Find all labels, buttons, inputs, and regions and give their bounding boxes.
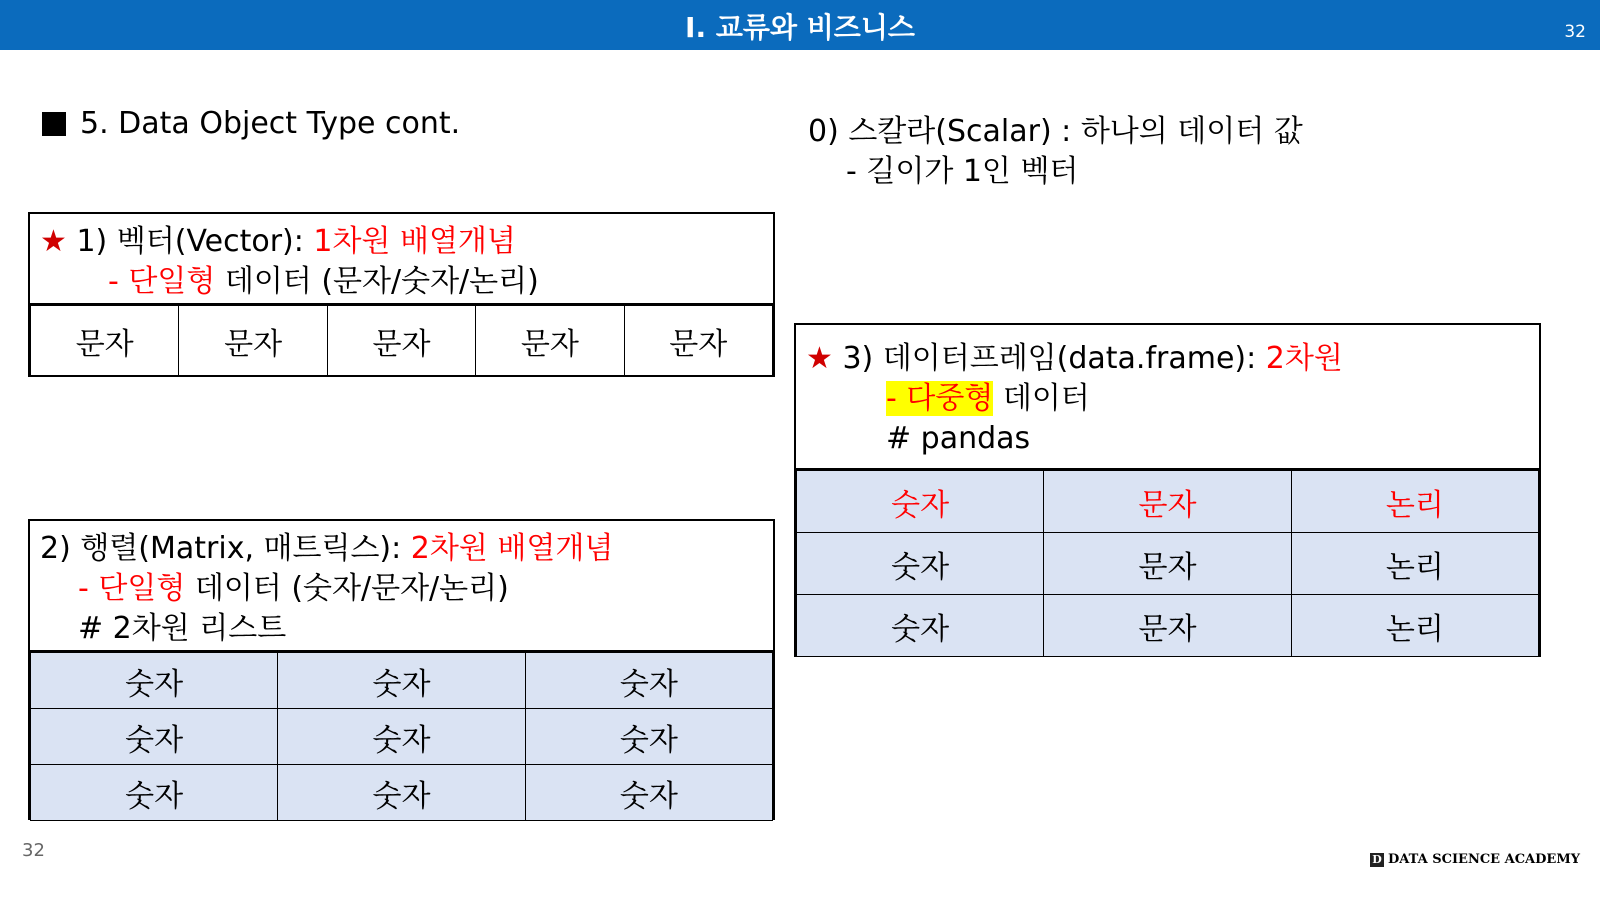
- section-title: [42, 106, 460, 141]
- scalar-description: [808, 112, 1303, 192]
- matrix-cell: 숫자: [31, 709, 278, 765]
- matrix-type-desc: 데이터 (숫자/문자/논리): [185, 571, 509, 606]
- dataframe-label: 3) 데이터프레임(data.frame):: [842, 341, 1266, 376]
- matrix-label: 2) 행렬(Matrix, 매트릭스):: [40, 531, 411, 566]
- matrix-box: [28, 519, 775, 820]
- table-row: [31, 653, 773, 709]
- matrix-cell: 숫자: [31, 765, 278, 821]
- dataframe-emphasis: 2차원: [1265, 341, 1343, 376]
- dataframe-cell: 논리: [1291, 595, 1538, 657]
- header-bar: [0, 0, 1600, 50]
- logo-mark-icon: D: [1370, 853, 1384, 867]
- logo-text: DATA SCIENCE ACADEMY: [1388, 852, 1580, 867]
- dataframe-cell: 문자: [1044, 533, 1291, 595]
- vector-cell: 문자: [327, 306, 475, 376]
- footer-page-number: 32: [22, 840, 45, 861]
- star-icon: ★: [806, 341, 833, 376]
- dataframe-cell: 숫자: [797, 533, 1044, 595]
- dataframe-header-cell: 문자: [1044, 471, 1291, 533]
- matrix-cell: 숫자: [278, 653, 525, 709]
- header-page-number: 32: [1564, 22, 1586, 42]
- scalar-line-1: 0) 스칼라(Scalar) : 하나의 데이터 값: [808, 114, 1303, 149]
- matrix-cell: 숫자: [525, 653, 772, 709]
- table-row: [797, 595, 1539, 657]
- matrix-emphasis: 2차원 배열개념: [410, 531, 614, 566]
- dataframe-type-desc: 데이터: [993, 381, 1090, 416]
- matrix-cell: 숫자: [525, 765, 772, 821]
- vector-cell: 문자: [31, 306, 179, 376]
- vector-type: - 단일형: [108, 264, 216, 299]
- dataframe-cell: 문자: [1044, 595, 1291, 657]
- vector-cell: 문자: [476, 306, 624, 376]
- matrix-cell: 숫자: [278, 765, 525, 821]
- vector-heading: [30, 214, 773, 305]
- dataframe-cell: 숫자: [797, 595, 1044, 657]
- dataframe-box: [794, 323, 1541, 657]
- table-header-row: [797, 471, 1539, 533]
- vector-box: [28, 212, 775, 377]
- matrix-note: # 2차원 리스트: [78, 611, 287, 646]
- dataframe-table: [796, 470, 1539, 657]
- table-row: [31, 765, 773, 821]
- academy-logo: [1370, 852, 1580, 867]
- matrix-cell: 숫자: [525, 709, 772, 765]
- section-title-text: 5. Data Object Type cont.: [80, 106, 461, 141]
- dataframe-note: # pandas: [886, 421, 1031, 456]
- vector-table: [30, 305, 773, 376]
- matrix-cell: 숫자: [278, 709, 525, 765]
- matrix-cell: 숫자: [31, 653, 278, 709]
- star-icon: ★: [40, 224, 67, 259]
- matrix-table: [30, 652, 773, 821]
- matrix-type: - 단일형: [78, 571, 186, 606]
- scalar-line-2: - 길이가 1인 벡터: [846, 154, 1079, 189]
- vector-cell: 문자: [179, 306, 327, 376]
- dataframe-header-cell: 논리: [1291, 471, 1538, 533]
- matrix-heading: [30, 521, 773, 652]
- slide-title: I. 교류와 비즈니스: [685, 11, 915, 44]
- vector-type-desc: 데이터 (문자/숫자/논리): [215, 264, 539, 299]
- table-row: [797, 533, 1539, 595]
- vector-cell: 문자: [624, 306, 772, 376]
- dataframe-type: - 다중형: [886, 381, 994, 416]
- square-bullet-icon: [42, 112, 66, 136]
- dataframe-heading: [796, 325, 1539, 470]
- vector-label: 1) 벡터(Vector):: [76, 224, 314, 259]
- vector-emphasis: 1차원 배열개념: [313, 224, 516, 259]
- dataframe-cell: 논리: [1291, 533, 1538, 595]
- dataframe-header-cell: 숫자: [797, 471, 1044, 533]
- table-row: [31, 709, 773, 765]
